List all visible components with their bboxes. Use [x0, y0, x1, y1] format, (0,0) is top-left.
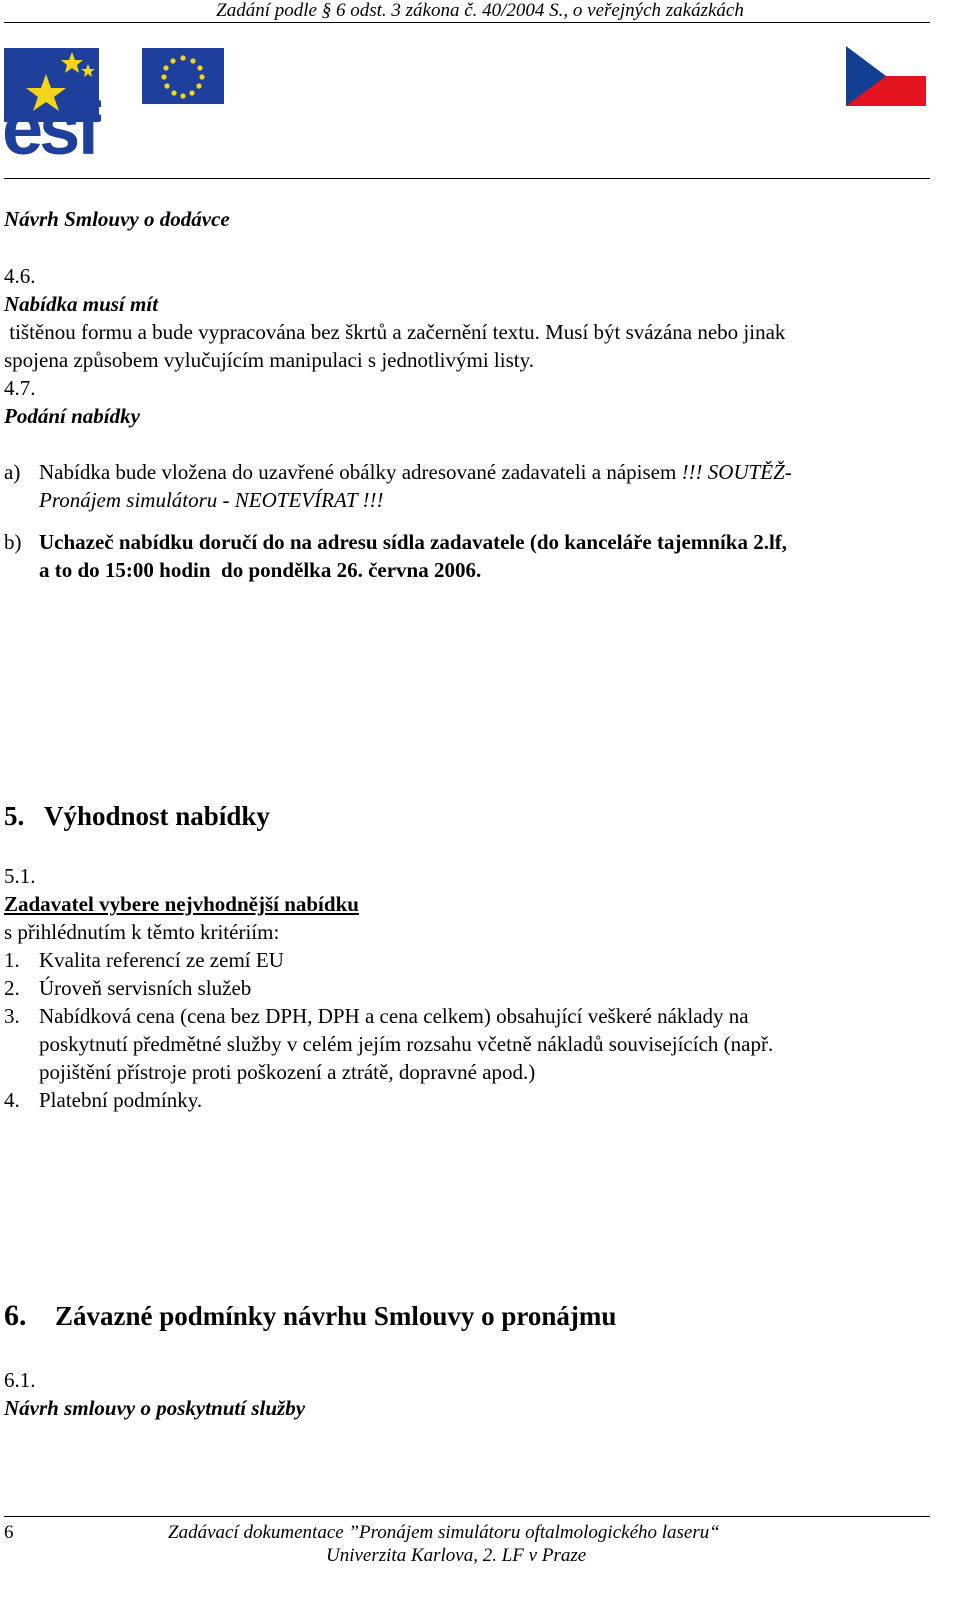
section-5-number: 5.	[4, 801, 25, 831]
section-6-1-title: Návrh smlouvy o poskytnutí služby	[4, 1396, 306, 1420]
criteria-item-continuation: poskytnutí předmětné služby v celém jejím rozsahu včetně nákladů souvisejících (např.	[39, 1032, 774, 1056]
criteria-item	[4, 1002, 927, 1030]
criteria-item-continuation: pojištění přístroje proti poškození a ztrátě, dopravné apod.)	[39, 1060, 536, 1084]
contract-draft-title: Návrh Smlouvy o dodávce	[4, 207, 230, 231]
criteria-item	[4, 1086, 202, 1114]
item-b	[4, 528, 787, 556]
criteria-item-number: 4.	[4, 1088, 20, 1112]
section-5-heading	[4, 802, 270, 830]
section-5-title: Výhodnost nabídky	[44, 801, 270, 831]
section-4-6-text-line1: tištěnou formu a bude vypracována bez škrtů a začernění textu. Musí být svázána nebo jinak	[4, 320, 786, 344]
item-b-label: b)	[4, 530, 22, 554]
item-a	[4, 458, 792, 486]
criteria-item-number: 1.	[4, 948, 20, 972]
criteria-item-text: Úroveň servisních služeb	[39, 976, 252, 1000]
item-b-line2: a to do 15:00 hodin do pondělka 26. června 2006.	[39, 558, 482, 582]
section-4-6-number: 4.6.	[4, 264, 36, 288]
section-6-heading	[4, 1299, 617, 1332]
criteria-intro: s přihlédnutím k těmto kritériím:	[4, 920, 280, 944]
item-a-line2: Pronájem simulátoru - NEOTEVÍRAT !!!	[39, 488, 384, 512]
czech-flag-icon	[846, 46, 926, 108]
section-4-6-title: Nabídka musí mít	[4, 292, 159, 316]
running-header: Zadání podle § 6 odst. 3 zákona č. 40/2004 S., o veřejných zakázkách	[216, 0, 744, 21]
section-6-1-number: 6.1.	[4, 1368, 36, 1392]
footer-divider	[4, 1516, 930, 1517]
logo-divider	[4, 178, 930, 179]
section-4-7-number: 4.7.	[4, 376, 36, 400]
section-4-7-title: Podání nabídky	[4, 404, 140, 428]
footer-line1: Zadávací dokumentace ”Pronájem simulátoru oftalmologického laseru“	[168, 1522, 720, 1543]
page-number: 6	[4, 1522, 14, 1543]
section-6-title: Závazné podmínky návrhu Smlouvy o pronájmu	[55, 1301, 617, 1331]
criteria-item-text: Kvalita referencí ze zemí EU	[39, 948, 284, 972]
section-6-number: 6.	[4, 1299, 27, 1332]
header-divider	[4, 22, 930, 23]
criteria-item-text: Nabídková cena (cena bez DPH, DPH a cena celkem) obsahující veškeré náklady na	[39, 1004, 749, 1028]
section-5-1-number: 5.1.	[4, 864, 36, 888]
esf-logo	[2, 44, 228, 160]
section-5-1-title: Zadavatel vybere nejvhodnější nabídku	[4, 892, 359, 916]
item-a-label: a)	[4, 460, 21, 484]
esf-wordmark: esf	[2, 87, 97, 160]
item-a-italic: !!! SOUTĚŽ-	[681, 460, 792, 484]
item-a-text: Nabídka bude vložena do uzavřené obálky adresované zadavateli a nápisem	[39, 460, 682, 484]
item-b-line1: Uchazeč nabídku doručí do na adresu sídla zadavatele (do kanceláře tajemníka 2.lf,	[39, 530, 788, 554]
criteria-item-number: 2.	[4, 976, 20, 1000]
footer-line2: Univerzita Karlova, 2. LF v Praze	[326, 1545, 587, 1566]
section-4-6-text-line2: spojena způsobem vylučujícím manipulaci s jednotlivými listy.	[4, 348, 534, 372]
criteria-item	[4, 974, 251, 1002]
criteria-item-text: Platební podmínky.	[39, 1088, 203, 1112]
criteria-item-number: 3.	[4, 1004, 20, 1028]
criteria-item	[4, 946, 284, 974]
